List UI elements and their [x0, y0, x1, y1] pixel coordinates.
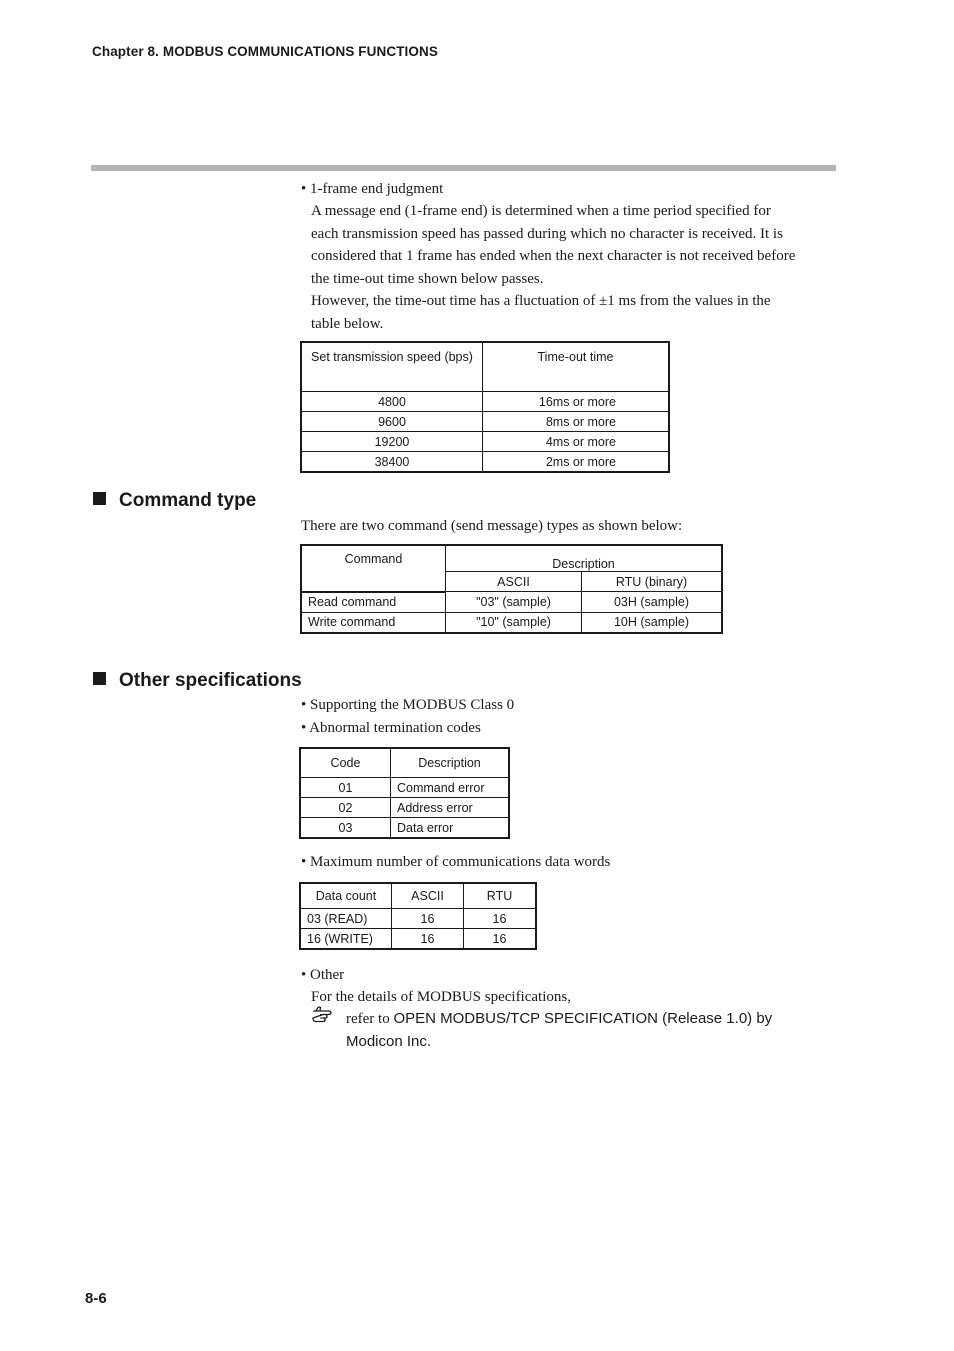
section-divider	[91, 165, 836, 171]
table-header-cell: Time-out time	[483, 343, 669, 392]
frame-end-paragraph	[311, 200, 836, 336]
page-number: 8-6	[85, 1290, 107, 1307]
table-row	[301, 929, 536, 949]
table-cell: 16	[392, 929, 464, 949]
reference-title: OPEN MODBUS/TCP SPECIFICATION (Release 1.0) by	[393, 1010, 773, 1027]
bullet-frame-end: • 1-frame end judgment	[301, 181, 444, 197]
command-table	[301, 545, 722, 633]
table-row	[301, 798, 509, 818]
table-row	[301, 778, 509, 798]
square-bullet-icon	[93, 672, 106, 685]
table-header-cell: Command	[302, 546, 446, 592]
table-header-cell: Set transmission speed (bps)	[302, 343, 483, 392]
table-cell: 9600	[302, 412, 483, 432]
table-cell: 16	[392, 909, 464, 929]
table-row	[302, 432, 669, 452]
command-type-intro: There are two command (send message) types as shown below:	[301, 518, 683, 534]
paragraph-line: the time-out time shown below passes.	[311, 270, 544, 287]
table-cell: 16	[464, 929, 536, 949]
table-cell: 03H (sample)	[582, 592, 722, 613]
table-cell: Write command	[302, 612, 446, 632]
other-text: For the details of MODBUS specifications,	[311, 989, 571, 1005]
table-cell: 2ms or more	[483, 452, 669, 472]
table-cell: "10" (sample)	[446, 612, 582, 632]
table-row	[302, 452, 669, 472]
table-cell: 16	[464, 909, 536, 929]
timeout-table	[301, 342, 669, 472]
table-header-cell: ASCII	[392, 884, 464, 909]
table-row	[301, 818, 509, 838]
table-row	[302, 612, 722, 632]
table-header-cell: RTU (binary)	[582, 572, 722, 592]
refer-prefix: refer to	[346, 1011, 394, 1027]
table-cell: 8ms or more	[483, 412, 669, 432]
table-cell: Read command	[302, 592, 446, 613]
paragraph-line: table below.	[311, 315, 384, 332]
square-bullet-icon	[93, 492, 106, 505]
section-heading-text: Command type	[119, 490, 257, 511]
reference-title-continued: Modicon Inc.	[346, 1033, 432, 1050]
table-cell: 16 (WRITE)	[301, 929, 392, 949]
codes-table	[300, 748, 509, 838]
table-header-cell: ASCII	[446, 572, 582, 592]
paragraph-line: each transmission speed has passed during which no character is received. It is	[311, 225, 783, 242]
table-cell: Address error	[391, 798, 509, 818]
table-row	[302, 592, 722, 613]
table-cell: 19200	[302, 432, 483, 452]
table-cell: Data error	[391, 818, 509, 838]
reference-line	[346, 1008, 772, 1031]
data-words-table	[300, 883, 536, 949]
table-header-cell: Code	[301, 749, 391, 778]
paragraph-line: considered that 1 frame has ended when the next character is not received before	[311, 248, 796, 265]
table-cell: Command error	[391, 778, 509, 798]
table-cell: 4ms or more	[483, 432, 669, 452]
table-header-cell: Data count	[301, 884, 392, 909]
pointing-hand-icon	[312, 1006, 338, 1024]
table-row	[302, 412, 669, 432]
table-row	[301, 909, 536, 929]
section-heading-other-specs	[93, 670, 302, 692]
table-cell: 10H (sample)	[582, 612, 722, 632]
paragraph-line: A message end (1-frame end) is determined when a time period specified for	[311, 203, 771, 219]
bullet-modbus-class: • Supporting the MODBUS Class 0	[301, 697, 515, 713]
paragraph-line: However, the time-out time has a fluctuation of ±1 ms from the values in the	[311, 293, 771, 310]
table-header-cell: Description	[446, 546, 722, 572]
bullet-max-words: • Maximum number of communications data words	[301, 854, 611, 870]
table-cell: 03	[301, 818, 391, 838]
section-heading-text: Other specifications	[119, 670, 302, 691]
table-row	[302, 392, 669, 412]
table-cell: 03 (READ)	[301, 909, 392, 929]
table-cell: 4800	[302, 392, 483, 412]
table-cell: 01	[301, 778, 391, 798]
chapter-header: Chapter 8. MODBUS COMMUNICATIONS FUNCTIONS	[92, 44, 438, 59]
table-cell: 02	[301, 798, 391, 818]
table-cell: 38400	[302, 452, 483, 472]
table-header-cell: Description	[391, 749, 509, 778]
table-cell: 16ms or more	[483, 392, 669, 412]
bullet-abnormal-codes: • Abnormal termination codes	[301, 720, 481, 736]
section-heading-command-type	[93, 490, 256, 512]
table-header-cell: RTU	[464, 884, 536, 909]
bullet-other: • Other	[301, 967, 345, 983]
table-cell: "03" (sample)	[446, 592, 582, 613]
